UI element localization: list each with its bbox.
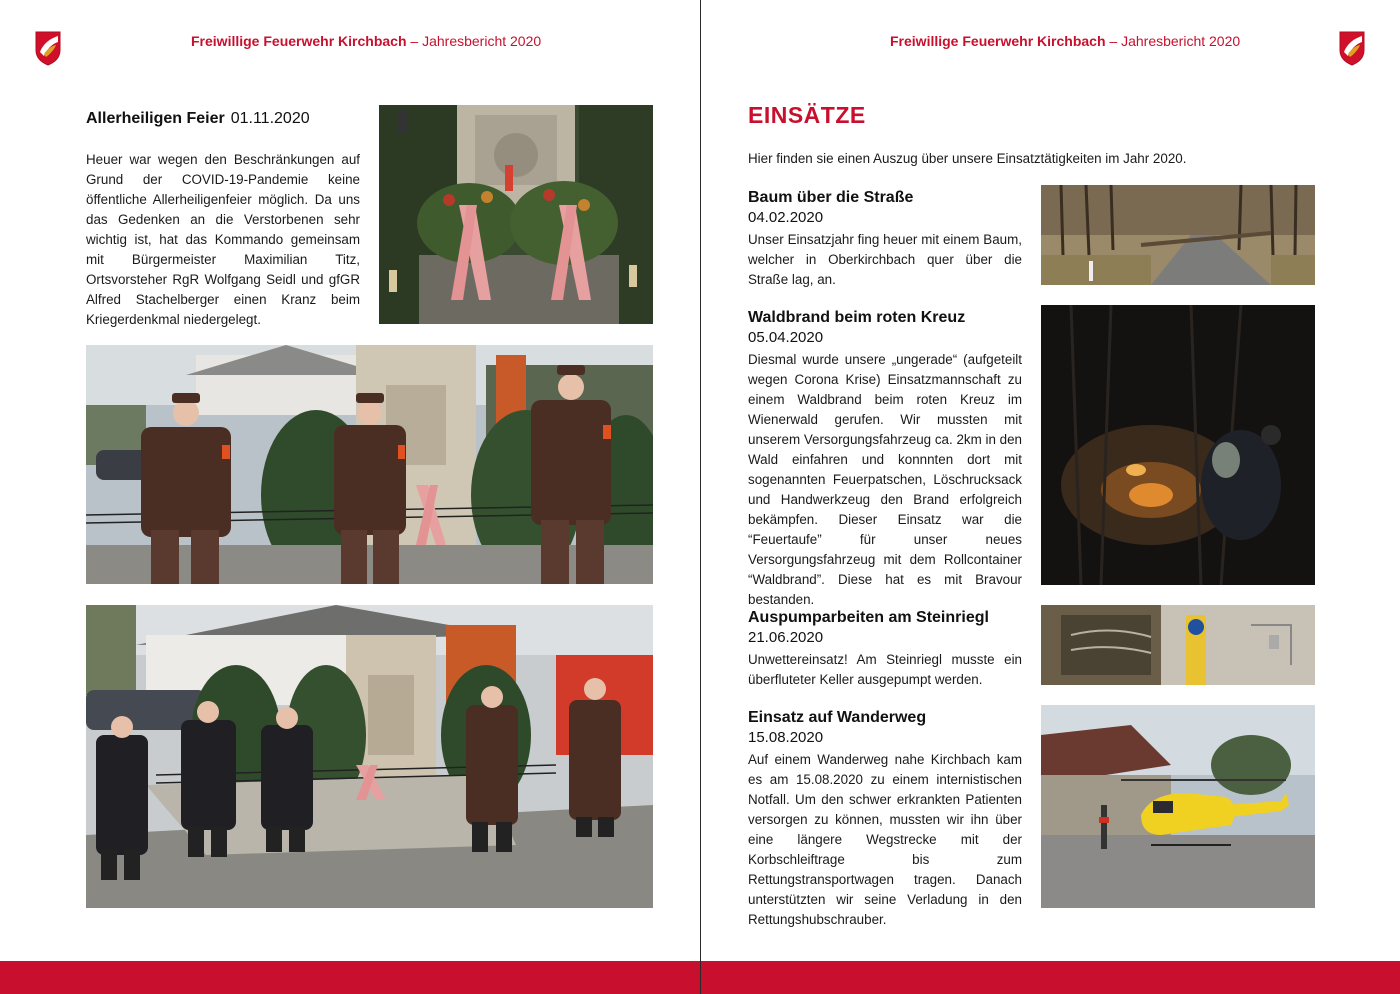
entry-date: 15.08.2020	[748, 729, 824, 746]
section-date: 01.11.2020	[230, 110, 310, 127]
page-heading: EINSÄTZE	[748, 102, 866, 128]
crest-icon	[1338, 30, 1366, 66]
entry-text: Auf einem Wanderweg nahe Kirchbach kam es am 15.08.2020 zu einem internistischen Notfall. Um den schwer erkrankten Patienten versorgen zu können, mussten wir ihn über eine längere Wegstrecke mit der Korbschleiftrage bis zum Rettungstransportwagen tragen. Danach unterstützten wir seine Verladung in den Rettungshubschrauber.	[748, 752, 1022, 927]
running-header	[890, 33, 1240, 49]
entry-date: 04.02.2020	[748, 209, 824, 226]
header-org: Freiwillige Feuerwehr Kirchbach	[890, 33, 1106, 49]
entry-text: Unwettereinsatz! Am Steinriegl musste ein überfluteter Keller ausgepumpt werden.	[748, 652, 1022, 687]
footer-bar-left	[0, 961, 700, 994]
running-header	[191, 33, 541, 49]
entry-text: Unser Einsatzjahr fing heuer mit einem Baum, welcher in Oberkirchbach quer über die Straße lag, an.	[748, 232, 1022, 287]
entry-title: Waldbrand beim roten Kreuz	[748, 309, 966, 326]
crest-icon	[34, 30, 62, 66]
header-org: Freiwillige Feuerwehr Kirchbach	[191, 33, 407, 49]
entry-date: 05.04.2020	[748, 329, 824, 346]
entry-title: Auspumparbeiten am Steinriegl	[748, 609, 989, 626]
photo-flooded-cellar	[1041, 605, 1315, 685]
photo-firefighters-memorial	[86, 345, 653, 584]
photo-group-memorial	[86, 605, 653, 908]
photo-helicopter	[1041, 705, 1315, 908]
footer-bar-right	[701, 961, 1400, 994]
entry-date: 21.06.2020	[748, 629, 824, 646]
entry-text: Diesmal wurde unsere „ungerade“ (aufgeteilt wegen Corona Krise) Einsatzmannschaft zu einem Waldbrand beim roten Kreuz im Wienerwald gerufen. Wir mussten mit unserem Versorgungsfahrzeug ca. 2km in den Wald einfahren und konnnten dort mit sogenannten Feuerpatschen, Löschrucksack und Handwerkzeug den Brand erfolgreich bekämpfen. Dieser Einsatz war die “Feuertaufe” für unser neues Versorgungsfahrzeug mit dem Rollcontainer “Waldbrand”. Diese hat es mit Bravour bestanden.	[748, 352, 1022, 607]
entry-title: Baum über die Straße	[748, 189, 914, 206]
photo-memorial-wreaths	[379, 105, 653, 324]
header-suffix: – Jahresbericht 2020	[406, 33, 542, 49]
photo-forest-fire	[1041, 305, 1315, 585]
section-title-text: Allerheiligen Feier	[86, 110, 225, 127]
photo-fallen-tree	[1041, 185, 1315, 285]
header-suffix: – Jahresbericht 2020	[1105, 33, 1241, 49]
intro-text: Hier finden sie einen Auszug über unsere Einsatztätigkeiten im Jahr 2020.	[748, 151, 1187, 166]
section-text: Heuer war wegen den Beschränkungen auf Grund der COVID-19-Pandemie keine öffentliche Allerheiligenfeier möglich. Da uns das Gedenken an die Verstorbenen sehr wichtig ist, hat das Kommando gemeinsam mit Bürgermeister Maximilian Titz, Ortsvorsteher RgR Wolfgang Seidl und gfGR Alfred Stachelberger einen Kranz beim Kriegerdenkmal niedergelegt.	[86, 152, 360, 327]
right-page	[701, 0, 1400, 994]
entry-title: Einsatz auf Wanderweg	[748, 709, 927, 726]
section-title	[86, 109, 310, 129]
